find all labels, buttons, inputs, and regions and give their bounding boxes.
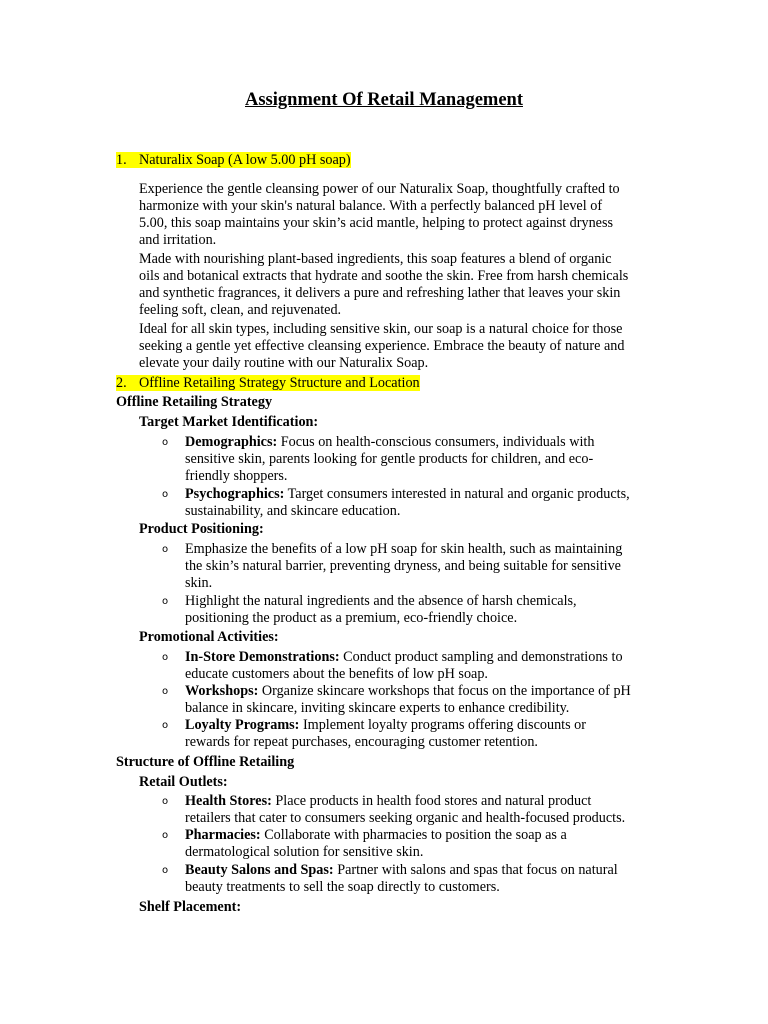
bullet-marker: o xyxy=(162,489,169,500)
bullet-item: o Emphasize the benefits of a low pH soap for skin health, such as maintaining the skin’s natural barrier, preventing dryness, and being suitable for sensitive skin. xyxy=(162,541,623,591)
paragraph-3 xyxy=(139,321,679,372)
paragraph-line: harmonize with your skin's natural balance. With a perfectly balanced pH level of xyxy=(139,198,603,214)
bullet-marker: o xyxy=(162,437,169,448)
section-heading-structure: Structure of Offline Retailing xyxy=(116,754,295,770)
heading-text: Naturalix Soap (A low 5.00 pH soap) xyxy=(139,152,351,168)
bullet-item: o Psychographics: Target consumers interested in natural and organic products, sustainability, and skincare education. xyxy=(162,486,630,519)
heading-text: Offline Retailing Strategy Structure and Location xyxy=(139,375,420,391)
bullet-item: o Pharmacies: Collaborate with pharmacies to position the soap as a dermatological solution for sensitive skin. xyxy=(162,827,567,860)
paragraph-line: Experience the gentle cleansing power of our Naturalix Soap, thoughtfully crafted to xyxy=(139,181,620,197)
subheading-target-market: Target Market Identification: xyxy=(139,414,319,430)
paragraph-line: oils and botanical extracts that hydrate and soothe the skin. Free from harsh chemicals xyxy=(139,268,629,284)
subheading-promotional-activities: Promotional Activities: xyxy=(139,629,279,645)
subheading-product-positioning: Product Positioning: xyxy=(139,521,264,537)
subheading-retail-outlets: Retail Outlets: xyxy=(139,774,228,790)
paragraph-2 xyxy=(139,251,679,319)
list-number: 1. xyxy=(116,152,127,168)
list-number: 2. xyxy=(116,375,127,391)
section-heading-strategy: Offline Retailing Strategy xyxy=(116,394,273,410)
bullet-item: o Highlight the natural ingredients and the absence of harsh chemicals, positioning the product as a premium, eco-friendly choice. xyxy=(162,593,577,626)
bullet-item: o In-Store Demonstrations: Conduct product sampling and demonstrations to educate customers about the benefits of low pH soap. xyxy=(162,649,623,682)
bullet-marker: o xyxy=(162,796,169,807)
bullet-marker: o xyxy=(162,865,169,876)
bullet-marker: o xyxy=(162,544,169,555)
document-title: Assignment Of Retail Management xyxy=(245,90,523,110)
paragraph-1 xyxy=(139,181,679,249)
bullet-marker: o xyxy=(162,720,169,731)
bullet-item: o Loyalty Programs: Implement loyalty programs offering discounts or rewards for repeat purchases, encouraging customer retention. xyxy=(162,717,586,750)
subheading-shelf-placement: Shelf Placement: xyxy=(139,899,242,915)
bullet-marker: o xyxy=(162,830,169,841)
paragraph-line: Ideal for all skin types, including sensitive skin, our soap is a natural choice for those xyxy=(139,321,623,337)
bullet-item: o Demographics: Focus on health-conscious consumers, individuals with sensitive skin, parents looking for gentle products for children, and eco- friendly shoppers. xyxy=(162,434,595,484)
paragraph-line: and irritation. xyxy=(139,232,217,248)
paragraph-line: and synthetic fragrances, it delivers a pure and refreshing lather that leaves your skin xyxy=(139,285,621,301)
paragraph-line: 5.00, this soap maintains your skin’s acid mantle, helping to protect against dryness xyxy=(139,215,614,231)
paragraph-line: Made with nourishing plant-based ingredients, this soap features a blend of organic xyxy=(139,251,612,267)
bullet-item: o Health Stores: Place products in health food stores and natural product retailers that cater to consumers seeking organic and health-focused products. xyxy=(162,793,626,826)
bullet-marker: o xyxy=(162,652,169,663)
numbered-heading-2 xyxy=(116,375,420,392)
bullet-item: o Beauty Salons and Spas: Partner with salons and spas that focus on natural beauty treatments to sell the soap directly to customers. xyxy=(162,862,618,895)
bullet-marker: o xyxy=(162,686,169,697)
bullet-item: o Workshops: Organize skincare workshops that focus on the importance of pH balance in skincare, inviting skincare experts to enhance credibility. xyxy=(162,683,631,716)
bullet-marker: o xyxy=(162,596,169,607)
numbered-heading-1 xyxy=(116,152,351,169)
paragraph-line: elevate your daily routine with our Naturalix Soap. xyxy=(139,355,429,371)
paragraph-line: feeling soft, clean, and rejuvenated. xyxy=(139,302,342,318)
paragraph-line: seeking a gentle yet effective cleansing experience. Embrace the beauty of nature and xyxy=(139,338,625,354)
